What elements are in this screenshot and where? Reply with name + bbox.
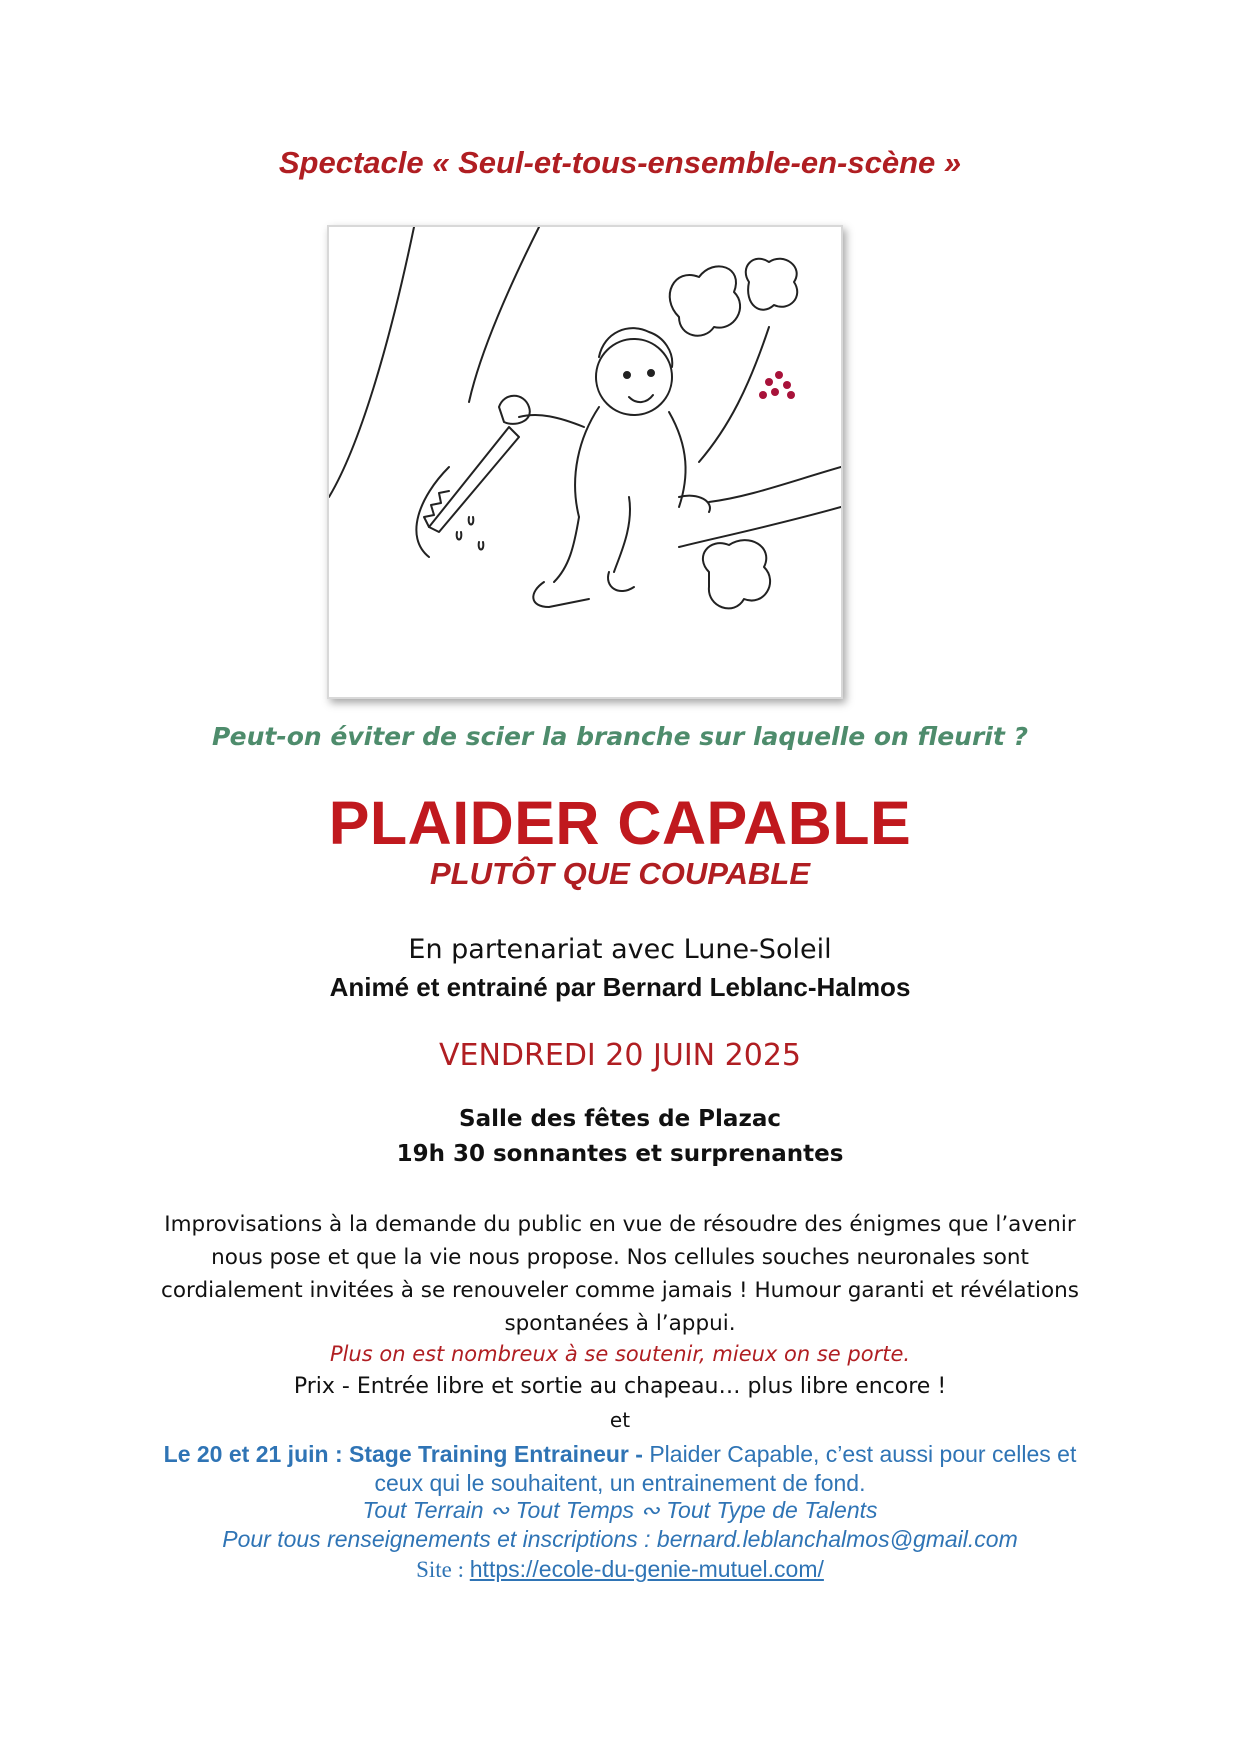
spectacle-title: Spectacle « Seul-et-tous-ensemble-en-scène » [278,145,962,180]
event-date: VENDREDI 20 JUIN 2025 [439,1038,801,1073]
saw-branch-drawing-icon [329,227,841,697]
contact-line: Pour tous renseignements et inscriptions : bernard.leblanchalmos@gmail.com [222,1526,1018,1552]
subtitle: PLUTÔT QUE COUPABLE [429,856,811,891]
site-line [0,1556,1240,1583]
and-separator: et [609,1408,631,1432]
venue-line: Salle des fêtes de Plazac [459,1106,781,1132]
stage-text: Plaider Capable, c’est aussi pour celles et ceux qui le souhaitent, un entrainement de fond. [374,1441,1077,1496]
price-line: Prix - Entrée libre et sortie au chapeau… plus libre encore ! [293,1374,947,1399]
partner-line: En partenariat avec Lune-Soleil [408,934,832,965]
site-label: Site : [416,1557,470,1582]
question-line: Peut-on éviter de scier la branche sur laquelle on fleurit ? [211,722,1029,751]
animator-line: Animé et entrainé par Bernard Leblanc-Halmos [329,972,911,1002]
tagline: Plus on est nombreux à se soutenir, mieux on se porte. [329,1342,911,1366]
talents-line: Tout Terrain ∾ Tout Temps ∾ Tout Type de Talents [362,1497,878,1523]
site-link[interactable]: https://ecole-du-genie-mutuel.com/ [469,1556,824,1582]
illustration [327,225,843,699]
description-paragraph: Improvisations à la demande du public en vue de résoudre des énigmes que l’avenir nous pose et que la vie nous propose. Nos cellules souches neuronales sont cordialement invitées à se renouveler comme jamais ! Humour garanti et révélations spontanées à l’appui. [161,1212,1079,1336]
stage-paragraph [160,1440,1080,1498]
time-line: 19h 30 sonnantes et surprenantes [396,1141,844,1167]
stage-title: Le 20 et 21 juin : Stage Training Entraineur - [163,1441,643,1467]
main-title: PLAIDER CAPABLE [328,789,912,857]
